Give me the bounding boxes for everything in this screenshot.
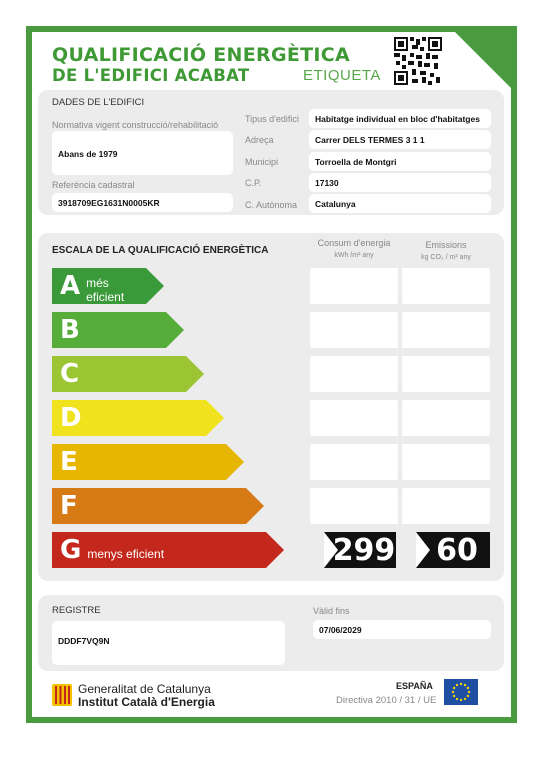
rating-arrow-a [52,268,164,304]
emissions-header-label: Emissions [425,240,467,250]
rating-arrow-c [52,356,204,392]
rating-letter: E [60,447,78,477]
etiqueta-tag: ETIQUETA [303,67,381,84]
label-body [32,32,511,717]
eu-star [460,683,462,685]
eu-star [467,695,469,697]
consum-value: 299 [332,532,396,568]
title-line2: DE L'EDIFICI ACABAT [52,66,250,85]
consum-cell [310,488,398,524]
rating-letter: F [60,491,78,521]
rating-letter: G [60,535,82,565]
rating-letter: A [60,271,81,301]
eu-star [464,684,466,686]
scale-panel [38,233,504,581]
registre-field: DDDF7VQ9N [52,621,285,665]
qr-code-icon [394,37,442,85]
eu-star [464,698,466,700]
emissions-cell [402,400,490,436]
ca-field: Catalunya [309,194,491,213]
registre-label: REGISTRE [52,605,101,616]
municipi-field: Torroella de Montgri [309,152,491,171]
valid-field: 07/06/2029 [313,620,491,639]
rating-letter: C [60,359,80,389]
tipus-field: Habitatge individual en bloc d'habitatges [309,109,491,128]
ca-label: C. Autònoma [245,200,298,210]
generalitat-logo-icon [52,684,72,706]
municipi-label: Municipi [245,157,279,167]
normativa-label: Normativa vigent construcció/rehabilitació [52,120,219,130]
generalitat-name: Generalitat de Catalunya [78,682,211,696]
corner-fold [455,32,511,88]
emissions-cell [402,488,490,524]
rating-sub-label: més eficient [86,276,125,304]
emissions-cell [402,444,490,480]
eu-star [468,691,470,693]
rating-letter: B [60,315,80,345]
emissions-unit: kg CO₂ / m² any [421,254,471,261]
scale-title: ESCALA DE LA QUALIFICACIÓ ENERGÈTICA [52,245,269,256]
referencia-field: 3918709EG1631N0005KR [52,193,233,212]
icaen-name: Institut Català d'Energia [78,695,215,709]
rating-sub-label: menys eficient [87,547,165,561]
consum-cell [310,444,398,480]
rating-arrow-g [52,532,284,568]
referencia-label: Referència cadastral [52,180,135,190]
consum-cell [310,312,398,348]
directive-label: Directiva 2010 / 31 / UE [336,695,437,706]
eu-flag-icon [444,679,478,705]
eu-star [453,687,455,689]
consum-header [310,238,398,261]
rating-arrow-d [52,400,224,436]
consum-value-badge [324,532,396,568]
building-data-panel [38,90,504,215]
cp-label: C.P. [245,178,262,188]
registre-panel [38,595,504,671]
emissions-value-badge [416,532,490,568]
consum-cell [310,356,398,392]
consum-unit: kWh /m² any [334,252,374,259]
cp-field: 17130 [309,173,491,192]
consum-cell [310,268,398,304]
eu-star [452,691,454,693]
eu-star [456,698,458,700]
consum-header-label: Consum d'energia [317,238,391,248]
consum-cell [310,400,398,436]
emissions-cell [402,268,490,304]
emissions-cell [402,312,490,348]
emissions-cell [402,356,490,392]
country-label: ESPAÑA [396,681,433,691]
valid-label: Vàlid fins [313,606,350,616]
rating-arrow-e [52,444,244,480]
rating-arrow-f [52,488,264,524]
eu-star [467,687,469,689]
rating-letter: D [60,403,82,433]
eu-star [456,684,458,686]
normativa-field: Abans de 1979 [52,131,233,175]
eu-star [453,695,455,697]
adreca-label: Adreça [245,135,274,145]
title-line1: QUALIFICACIÓ ENERGÈTICA [52,44,350,66]
eu-star [460,699,462,701]
emissions-header [402,240,490,263]
adreca-field: Carrer DELS TERMES 3 1 1 [309,130,491,149]
tipus-label: Tipus d'edifici [245,114,299,124]
rating-arrow-b [52,312,184,348]
emissions-value: 60 [436,532,478,568]
building-section-title: DADES DE L'EDIFICI [52,97,145,108]
